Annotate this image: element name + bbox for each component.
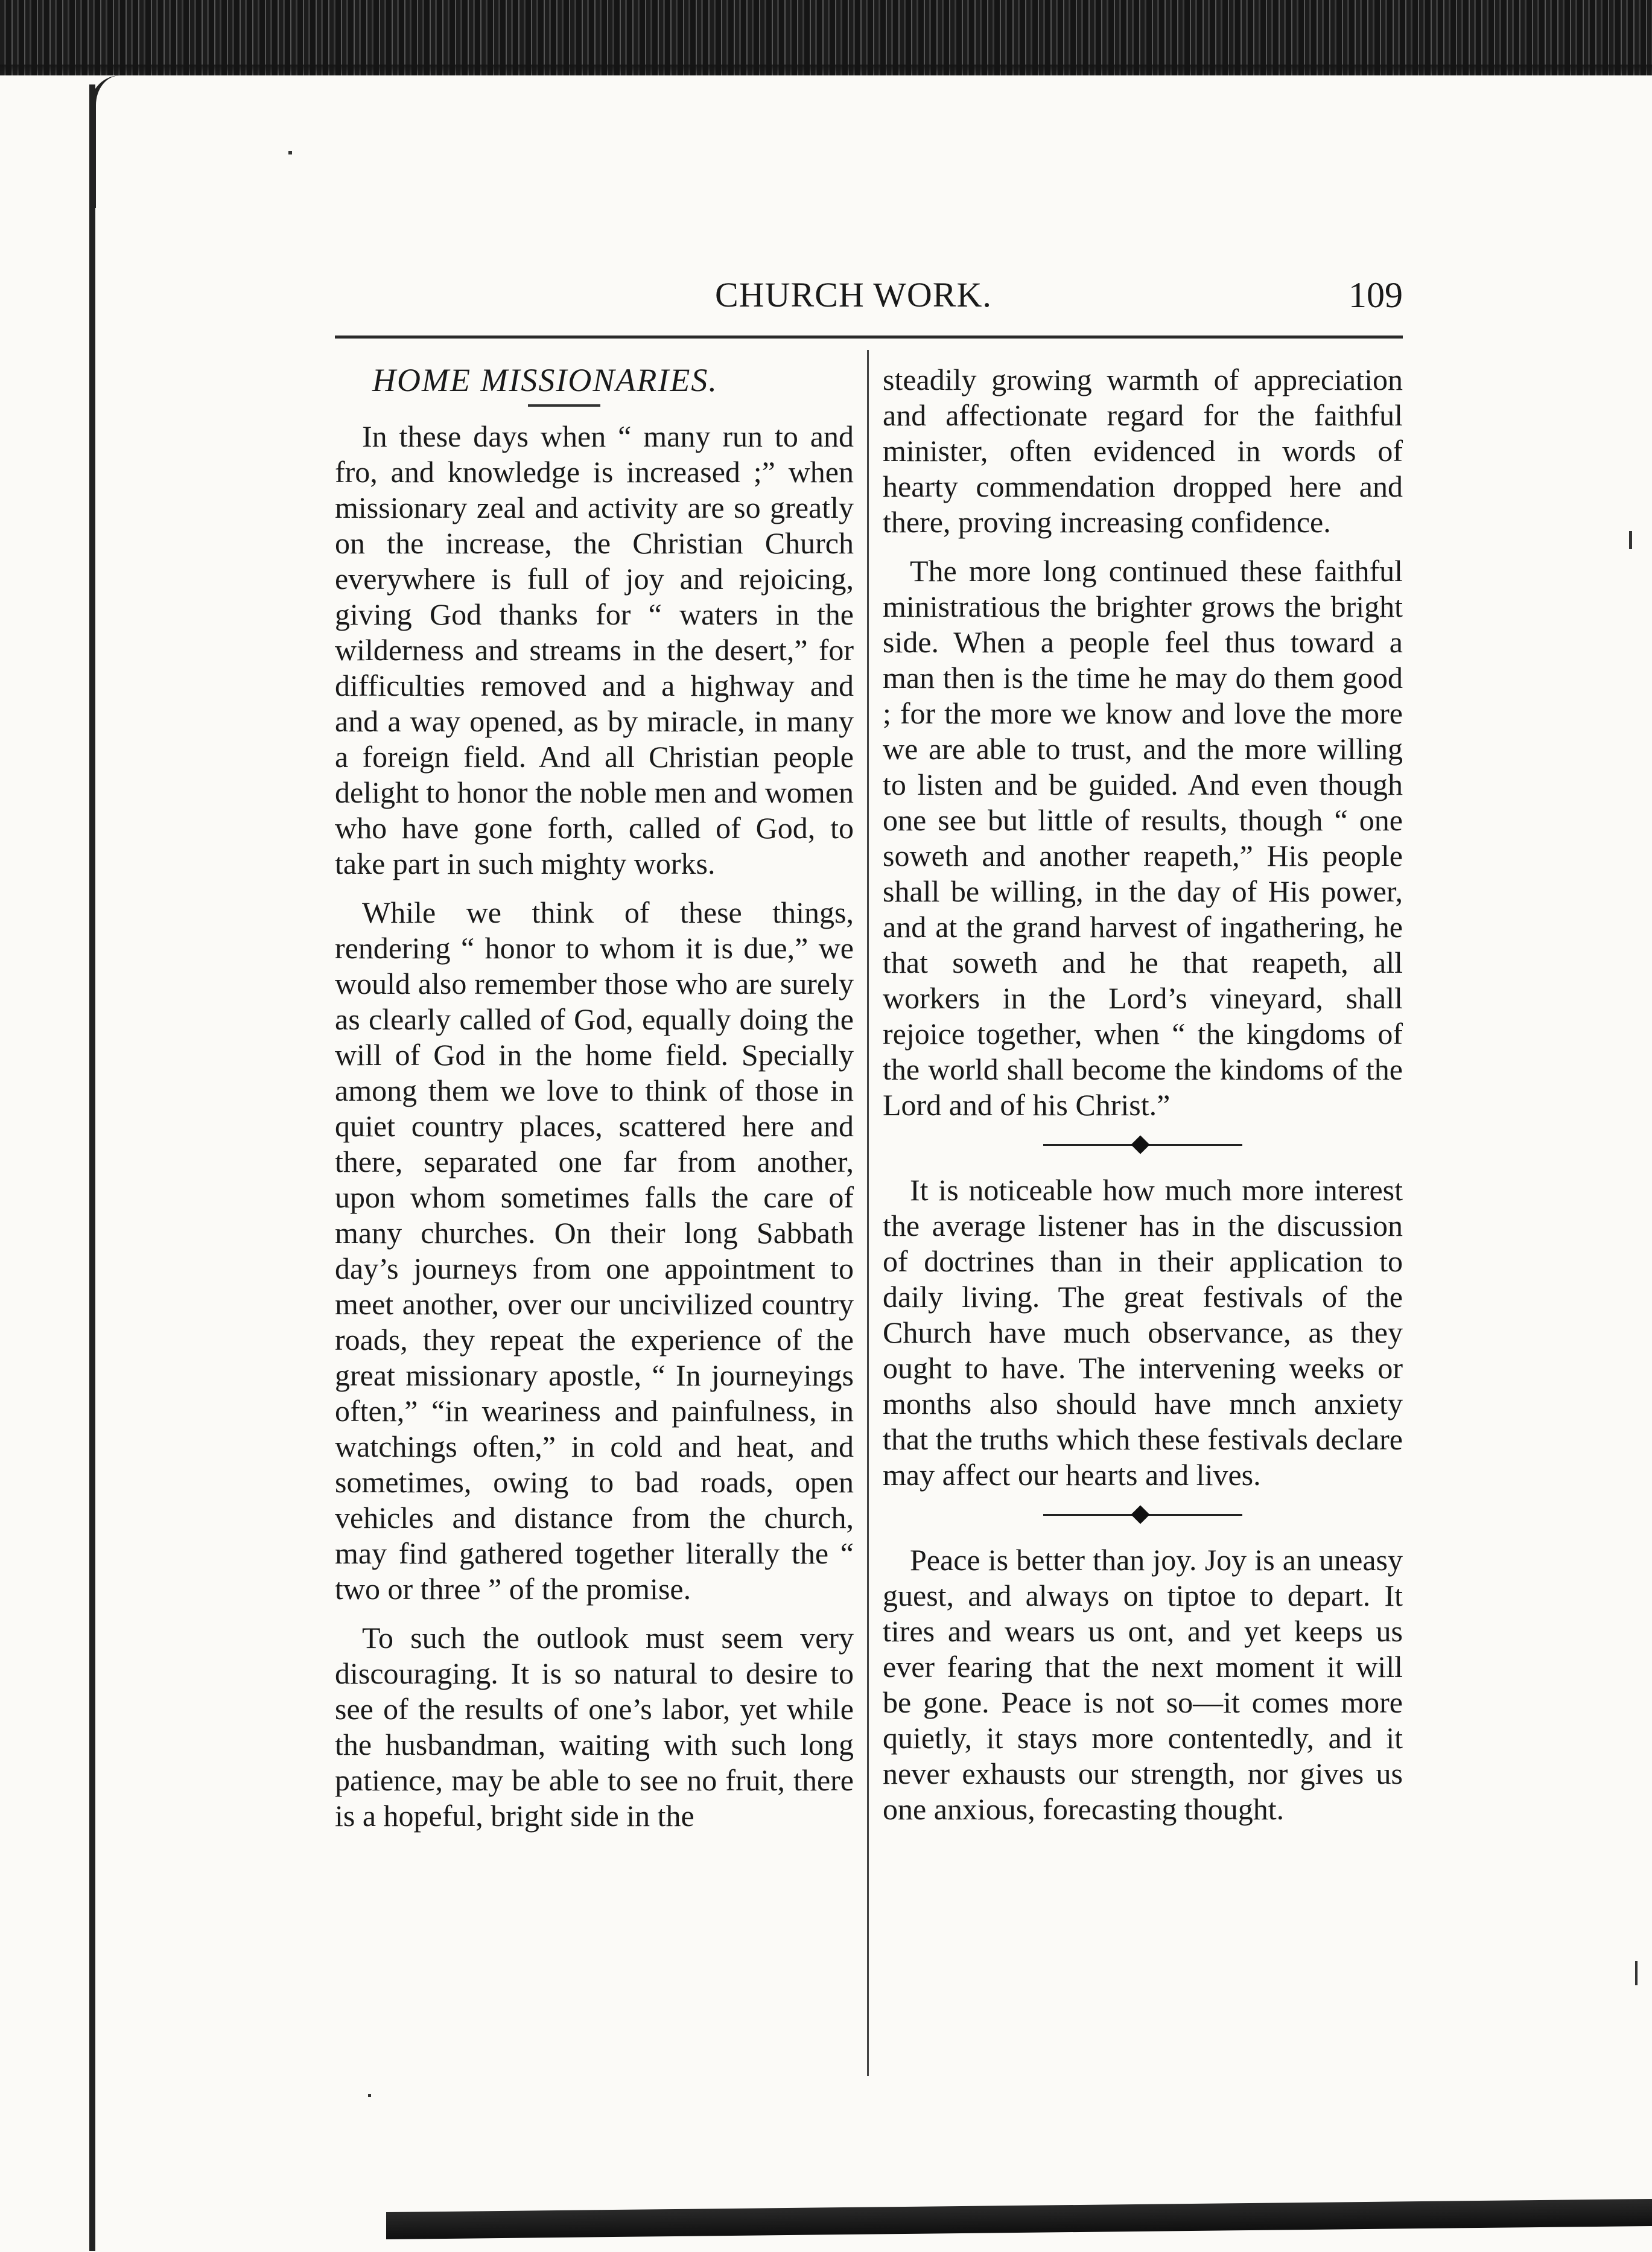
page-number: 109 — [1349, 275, 1403, 315]
right-column — [883, 362, 1403, 1840]
section-ornament — [1043, 1506, 1242, 1524]
paragraph: In these days when “ many run to and fro, and knowledge is increased ;” when missionary zeal and activity are so greatly on the increase, the Christian Church everywhere is full of joy and rejoicing, giving God thanks for “ waters in the wilderness and streams in the desert,” for difficulties removed and a highway and and a way opened, as by miracle, in many a foreign field. And all Christian people delight to honor the noble men and women who have gone forth, called of God, to take part in such mighty works. — [335, 419, 854, 880]
header-rule — [335, 336, 1403, 339]
article-title: HOME MISSIONARIES. — [372, 362, 718, 398]
margin-speck — [1629, 531, 1632, 549]
column-divider — [867, 350, 869, 2076]
running-title: CHURCH WORK. — [715, 275, 992, 314]
margin-speck — [288, 151, 292, 154]
paragraph: While we think of these things, rendering “ honor to whom it is due,” we would also remember those who are surely as clearly called of God, equally doing the will of God in the home field. Specially among them we love to think of those in quiet country places, scattered here and there, separated one far from another, upon whom sometimes falls the care of many churches. On their long Sabbath day’s journeys from one appointment to meet another, over our uncivilized country roads, they repeat the experience of the great missionary apostle, “ In journeyings often,” “in weariness and painfulness, in watchings often,” in cold and heat, and sometimes, owing to bad roads, open vehicles and distance from the church, may find gathered together literally the “ two or three ” of the promise. — [335, 895, 854, 1606]
paragraph: Peace is better than joy. Joy is an uneasy guest, and always on tiptoe to depart. It tires and wears us ont, and yet keeps us ever fearing that the next moment it will be gone. Peace is not so—it comes more quietly, it stays more contentedly, and it never exhausts our strength, nor gives us one anxious, forecasting thought. — [883, 1543, 1403, 1826]
section-ornament — [1043, 1136, 1242, 1154]
scan-top-edge — [0, 0, 1652, 75]
left-column — [335, 362, 854, 1847]
paragraph: It is noticeable how much more interest the average listener has in the discussion of doctrines than in their application to daily living. The great festivals of the Church have much observance, as they ought to have. The intervening weeks or months also should have mnch anxiety that the truths which these festivals declare may affect our hearts and lives. — [883, 1173, 1403, 1492]
paragraph: The more long continued these faithful ministratious the brighter grows the bright side. When a people feel thus toward a man then is the time he may do them good ; for the more we know and love the more we are able to trust, and the more willing to listen and be guided. And even though one see but little of results, though “ one soweth and another reapeth,” His people shall be willing, in the day of His power, and at the grand harvest of ingathering, he that soweth and he that reapeth, all workers in the Lord’s vineyard, shall rejoice together, when “ the kingdoms of the world shall become the kindoms of the Lord and of his Christ.” — [883, 554, 1403, 1122]
title-rule — [528, 404, 600, 407]
paragraph: steadily growing warmth of appreciation and affectionate regard for the faithful minister, often evidenced in words of hearty commendation dropped here and there, proving increasing confidence. — [883, 363, 1403, 539]
margin-speck — [368, 2094, 371, 2097]
scan-bottom-edge — [386, 2199, 1652, 2239]
paragraph: To such the outlook must seem very discouraging. It is so natural to desire to see of the results of one’s labor, yet while the husbandman, waiting with such long patience, may be able to see no fruit, there is a hopeful, bright side in the — [335, 1621, 854, 1833]
page-header — [335, 275, 1403, 317]
page-binding-edge — [89, 84, 95, 2251]
margin-speck — [1635, 1961, 1638, 1985]
